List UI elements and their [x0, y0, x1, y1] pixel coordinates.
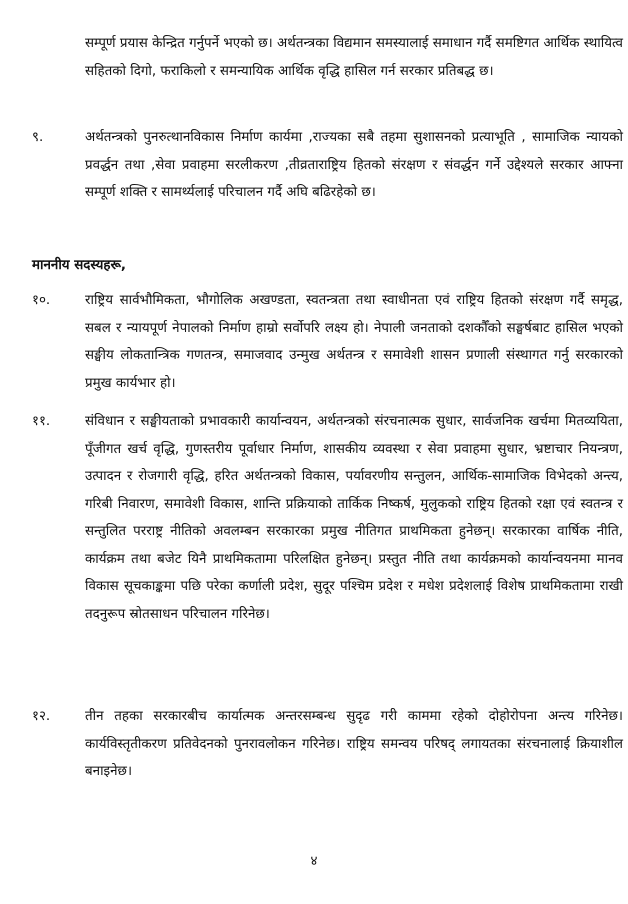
section-heading: माननीय सदस्यहरू, [32, 258, 126, 273]
paragraph-number: ११. [32, 414, 51, 429]
intro-paragraph: सम्पूर्ण प्रयास केन्द्रित गर्नुपर्ने भएको छ। अर्थतन्त्रका विद्यमान समस्यालाई समाधान गर्दै समष्टिगत आर्थिक स्थायित्व सहितको दिगो, फराकिलो र समन्यायिक आर्थिक वृद्धि हासिल गर्न सरकार प्रतिबद्ध छ। [85, 36, 623, 79]
paragraph-text: संविधान र सङ्घीयताको प्रभावकारी कार्यान्वयन, अर्थतन्त्रको संरचनात्मक सुधार, सार्वजनिक खर्चमा मितव्ययिता, पूँजीगत खर्च वृद्धि, गुणस्तरीय पूर्वाधार निर्माण, शासकीय व्यवस्था र सेवा प्रवाहमा सुधार, भ्रष्टाचार नियन्त्रण, उत्पादन र रोजगारी वृद्धि, हरित अर्थतन्त्रको विकास, पर्यावरणीय सन्तुलन, आर्थिक-सामाजिक विभेदको अन्त्य, गरिबी निवारण, समावेशी विकास, शान्ति प्रक्रियाको तार्किक निष्कर्ष, मुलुकको राष्ट्रिय हितको रक्षा एवं स्वतन्त्र र सन्तुलित परराष्ट्र नीतिको अवलम्बन सरकारका प्रमुख नीतिगत प्राथमिकता हुनेछन्। सरकारका वार्षिक नीति, कार्यक्रम तथा बजेट यिनै प्राथमिकतामा परिलक्षित हुनेछन्। प्रस्तुत नीति तथा कार्यक्रमको कार्यान्वयनमा मानव विकास सूचकाङ्कमा पछि परेका कर्णाली प्रदेश, सुदूर पश्चिम प्रदेश र मधेश प्रदेशलाई विशेष प्राथमिकतामा राखी तदनुरूप स्रोतसाधन परिचालन गरिनेछ। [85, 414, 623, 622]
paragraph-number: ९. [32, 130, 44, 145]
page-number: ४ [310, 854, 318, 869]
paragraph-number: १२. [32, 709, 51, 724]
paragraph-text: अर्थतन्त्रको पुनरुत्थानविकास निर्माण कार्यमा ,राज्यका सबै तहमा सुशासनको प्रत्याभूति , सामाजिक न्यायको प्रवर्द्धन तथा ,सेवा प्रवाहमा सरलीकरण ,तीव्रताराष्ट्रिय हितको संरक्षण र संवर्द्धन गर्ने उद्देश्यले सरकार आफ्ना सम्पूर्ण शक्ति र सामर्थ्यलाई परिचालन गर्दै अघि बढिरहेको छ। [85, 130, 623, 200]
paragraph-text: तीन तहका सरकारबीच कार्यात्मक अन्तरसम्बन्ध सुदृढ गरी काममा रहेको दोहोरोपना अन्त्य गरिनेछ। कार्यविस्तृतीकरण प्रतिवेदनको पुनरावलोकन गरिनेछ। राष्ट्रिय समन्वय परिषद् लगायतका संरचनालाई क्रियाशील बनाइनेछ। [85, 709, 623, 779]
paragraph-number: १०. [32, 293, 51, 308]
paragraph-text: राष्ट्रिय सार्वभौमिकता, भौगोलिक अखण्डता, स्वतन्त्रता तथा स्वाधीनता एवं राष्ट्रिय हितको संरक्षण गर्दै समृद्ध, सबल र न्यायपूर्ण नेपालको निर्माण हाम्रो सर्वोपरि लक्ष्य हो। नेपाली जनताको दशकौँको सङ्घर्षबाट हासिल भएको सङ्घीय लोकतान्त्रिक गणतन्त्र, समाजवाद उन्मुख अर्थतन्त्र र समावेशी शासन प्रणाली संस्थागत गर्नु सरकारको प्रमुख कार्यभार हो। [85, 293, 623, 391]
